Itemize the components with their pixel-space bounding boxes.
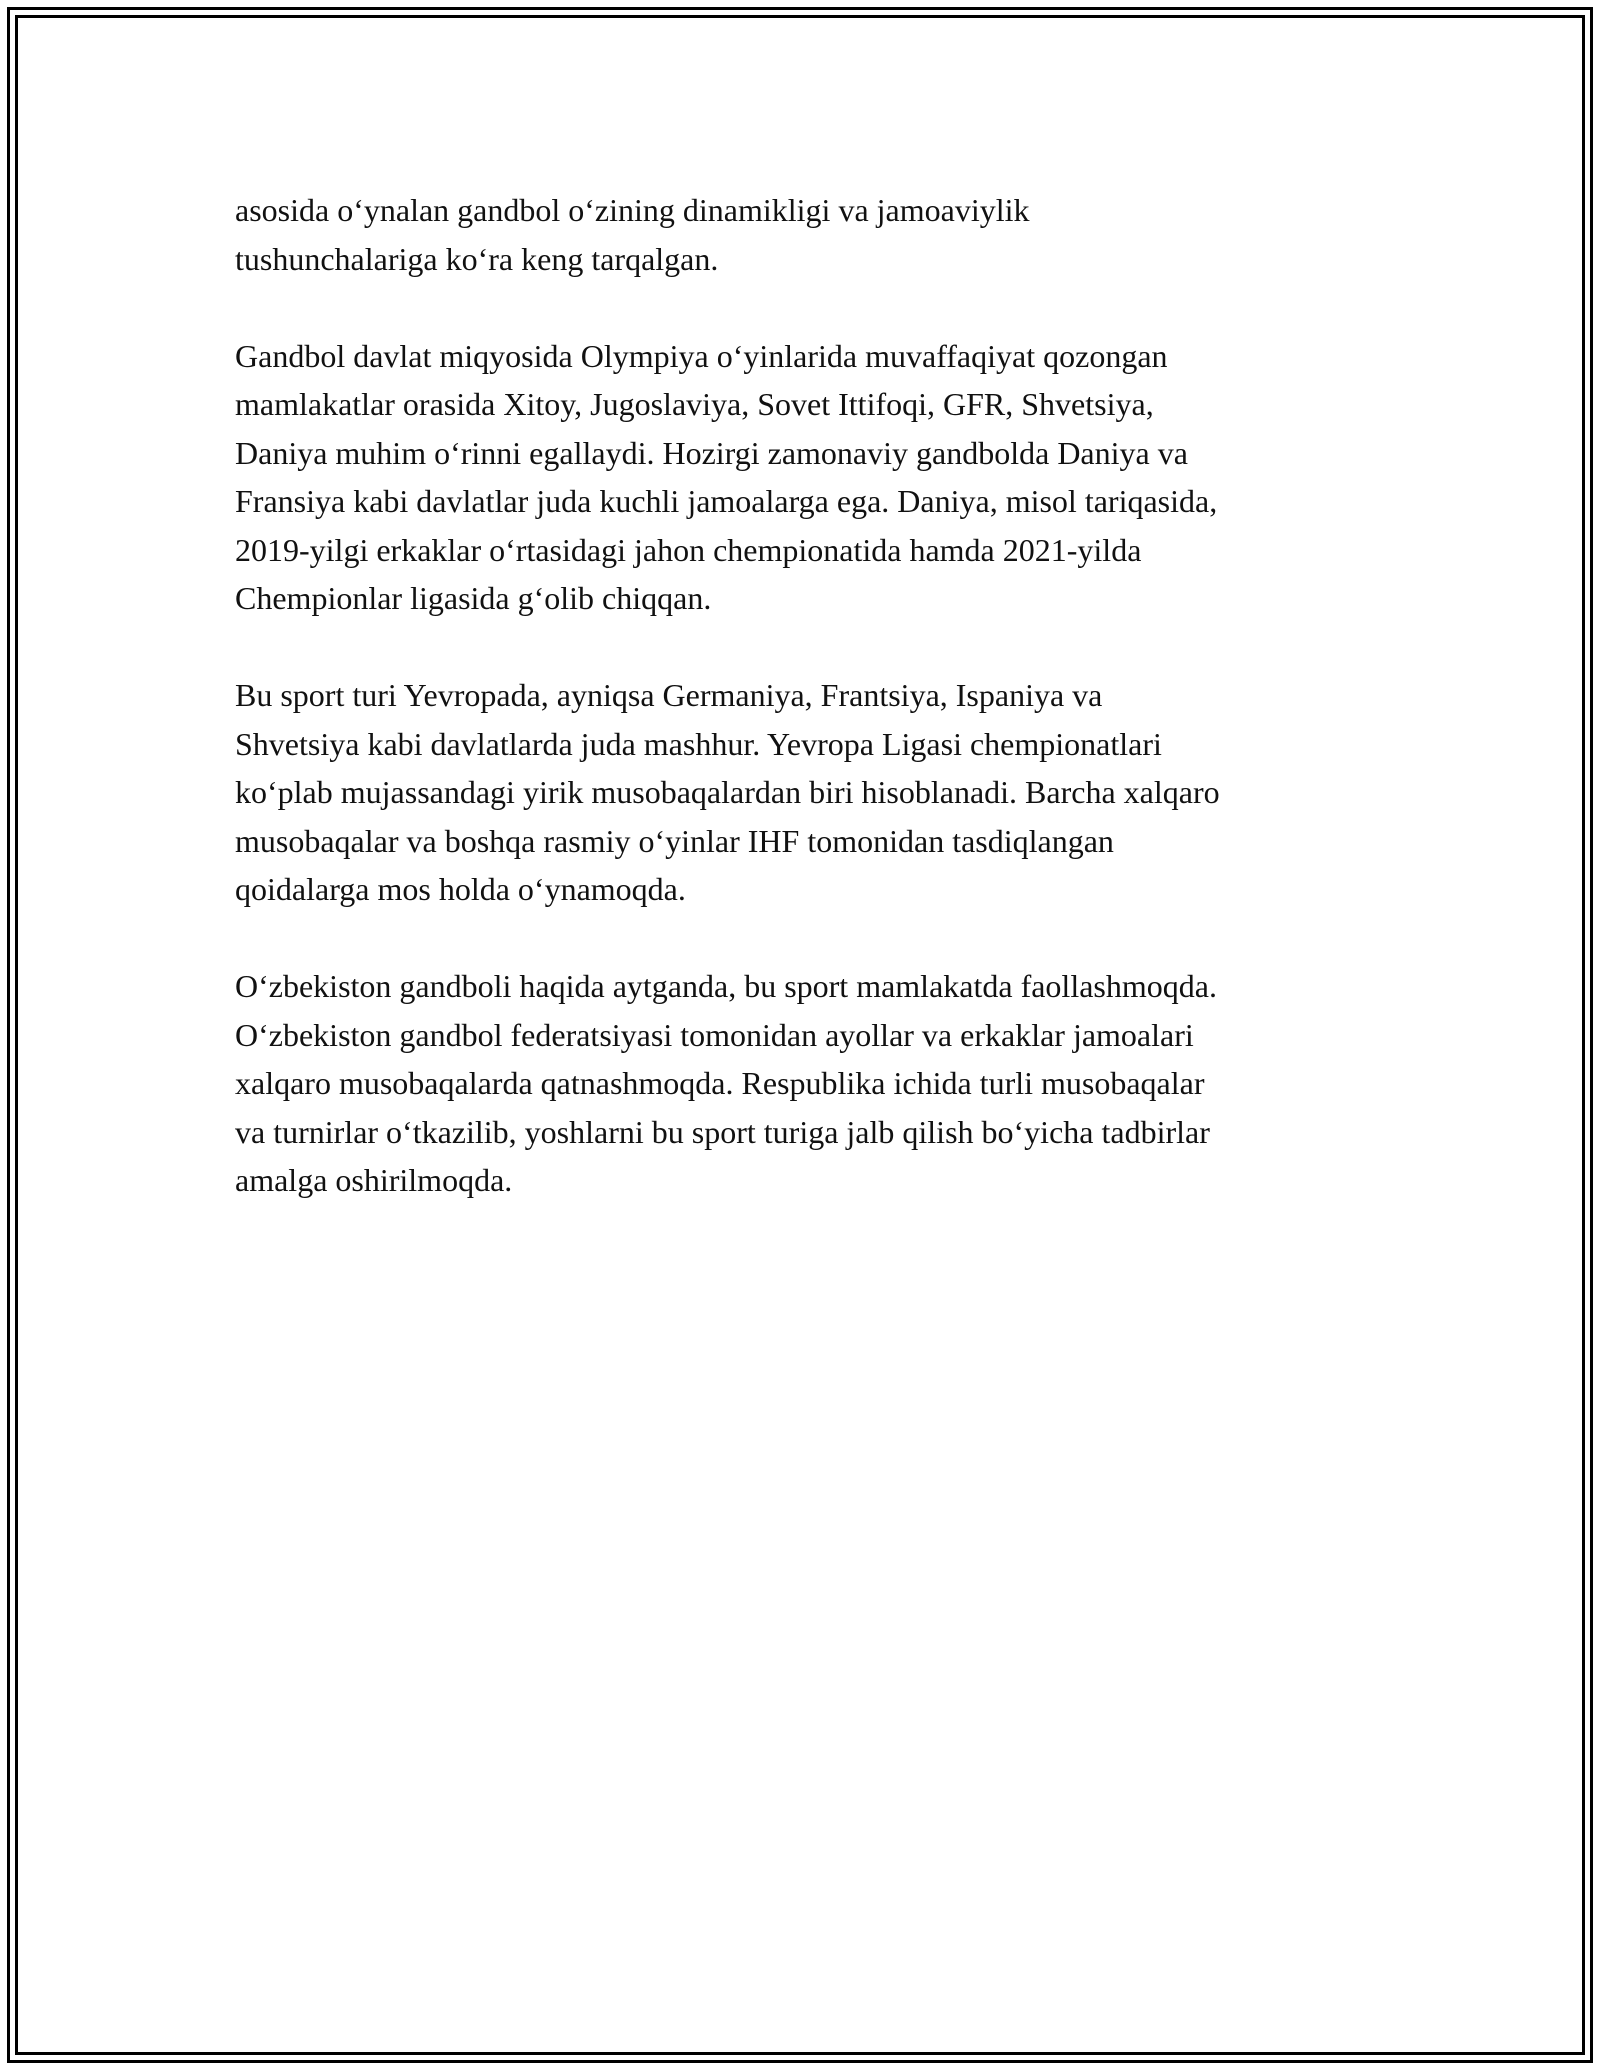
text-line: Shvetsiya kabi davlatlarda juda mashhur. Yevropa Ligasi chempionatlari xyxy=(235,725,1162,762)
document-body xyxy=(235,186,1385,1253)
paragraph-3 xyxy=(235,671,1385,914)
text-line: Bu sport turi Yevropada, ayniqsa Germaniya, Frantsiya, Ispaniya va xyxy=(235,677,1103,713)
text-line: Daniya muhim o‘rinni egallaydi. Hozirgi zamonaviy gandbolda Daniya va xyxy=(235,434,1188,471)
text-line: amalga oshirilmoqda. xyxy=(235,1162,513,1198)
paragraph-2 xyxy=(235,332,1385,623)
text-line: 2019-yilgi erkaklar o‘rtasidagi jahon chempionatida hamda 2021-yilda xyxy=(235,531,1142,568)
text-line: Gandbol davlat miqyosida Olympiya o‘yinlarida muvaffaqiyat qozongan xyxy=(235,337,1168,374)
text-line: va turnirlar o‘tkazilib, yoshlarni bu sport turiga jalb qilish bo‘yicha tadbirlar xyxy=(235,1113,1210,1150)
text-line: O‘zbekiston gandboli haqida aytganda, bu sport mamlakatda faollashmoqda. xyxy=(235,968,1217,1004)
text-line: Fransiya kabi davlatlar juda kuchli jamoalarga ega. Daniya, misol tariqasida, xyxy=(235,483,1218,519)
text-line: ko‘plab mujassandagi yirik musobaqalardan biri hisoblanadi. Barcha xalqaro xyxy=(235,774,1220,810)
text-line: xalqaro musobaqalarda qatnashmoqda. Respublika ichida turli musobaqalar xyxy=(235,1065,1205,1101)
text-line: tushunchalariga ko‘ra keng tarqalgan. xyxy=(235,240,719,277)
text-line: O‘zbekiston gandbol federatsiyasi tomonidan ayollar va erkaklar jamoalari xyxy=(235,1016,1194,1053)
text-line: asosida o‘ynalan gandbol o‘zining dinamikligi va jamoaviylik xyxy=(235,192,1030,228)
paragraph-4 xyxy=(235,962,1385,1205)
text-line: musobaqalar va boshqa rasmiy o‘yinlar IHF tomonidan tasdiqlangan xyxy=(235,822,1114,859)
text-line: mamlakatlar orasida Xitoy, Jugoslaviya, Sovet Ittifoqi, GFR, Shvetsiya, xyxy=(235,386,1154,422)
paragraph-1 xyxy=(235,186,1385,283)
text-line: Chempionlar ligasida g‘olib chiqqan. xyxy=(235,580,712,616)
text-line: qoidalarga mos holda o‘ynamoqda. xyxy=(235,871,686,907)
